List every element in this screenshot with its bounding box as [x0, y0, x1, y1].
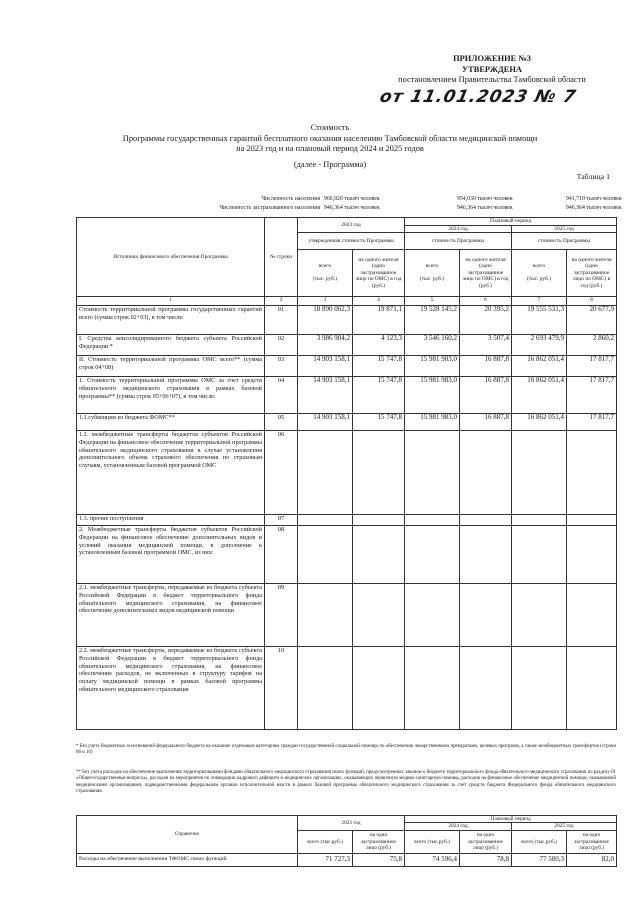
- row-value: 16 862 051,4: [512, 356, 567, 377]
- table-row: [77, 414, 617, 431]
- cost-table-body: [77, 306, 617, 730]
- row-name: 1.1.субвенции из бюджета ФОМС**: [77, 414, 265, 431]
- ref-value: 71 727,3: [298, 853, 353, 866]
- ref-header-plan: Плановый период: [405, 816, 617, 823]
- ref-header-2024: 2024 год: [405, 823, 512, 830]
- handwritten-date-number: от 11.01.2023 № 7: [377, 86, 579, 107]
- row-value: [567, 431, 617, 515]
- row-value: [512, 515, 567, 526]
- row-value: 14 903 158,1: [298, 356, 353, 377]
- row-name: 1.2. межбюджетные трансферты бюджетов субъектов Российской Федерации на финансовое обеспечение территориальной программы обязательного медицинского страхования в случае установления дополнительного объема страхового обеспечения по страховым случаям, установленным базовой программой ОМС: [77, 431, 265, 515]
- header-total-2025: всего (тыс. руб.): [512, 250, 567, 297]
- table-row: [77, 306, 617, 335]
- row-value: 15 981 983,0: [405, 414, 460, 431]
- row-value: 16 862 051,4: [512, 414, 567, 431]
- row-value: 16 887,8: [460, 356, 512, 377]
- row-value: [460, 647, 512, 730]
- row-value: 4 123,3: [353, 335, 405, 356]
- row-value: 3 986 904,2: [298, 335, 353, 356]
- row-value: [353, 526, 405, 584]
- ref-header-row-1: [77, 816, 617, 823]
- population-2024: 954,030 тысяч человек: [457, 196, 513, 202]
- footnote-2: ** Без учета расходов на обеспечение выполнения территориальными фондами обязательного медицинского страхования своих функций, предусмотренных законом о бюджете территориального фонда обязательного медицинского страхования по разделу 01 «Общегосударственные вопросы», расходов на мероприятия по ликвидации кадрового дефицита в медицинских организациях, оказывающих первичную медико-санитарную помощь, расходов на финансовое обеспечение медицинской помощи, оказываемой медицинскими организациями, подведомственными федеральным органам исполнительной власти в рамках базовой программы обязательного медицинского страхования за счет средств бюджета Федерального фонда обязательного медицинского страхования.: [76, 770, 616, 795]
- row-code: 02: [265, 335, 298, 356]
- header-source: Источники финансового обеспечения Программы: [77, 218, 265, 297]
- approved-label: УТВЕРЖДЕНА: [462, 64, 522, 74]
- ref-header-total-2024: всего (тыс.руб.): [405, 830, 460, 853]
- row-code: 08: [265, 526, 298, 584]
- ref-value: 75,8: [353, 853, 405, 866]
- ref-header-name: Справочно: [77, 816, 298, 854]
- ref-data-row: [77, 853, 617, 866]
- row-value: [298, 431, 353, 515]
- row-value: 15 747,8: [353, 356, 405, 377]
- row-value: [567, 647, 617, 730]
- approval-block: [372, 54, 612, 107]
- resolution-label: постановлением Правительства Тамбовской области: [398, 75, 586, 84]
- table-row: [77, 647, 617, 730]
- row-value: [460, 431, 512, 515]
- row-value: 14 903 158,1: [298, 377, 353, 414]
- ref-header-total-2023: всего (тыс.руб.): [298, 830, 353, 853]
- population-2025: 941,710 тысяч человек: [566, 196, 622, 202]
- title-line-2: Программы государственных гарантий бесплатного оказания населению Тамбовской области медицинской помощи: [122, 133, 538, 143]
- insured-2025: 946,364 тысяч человек: [566, 205, 622, 211]
- col-num: 2: [265, 297, 298, 306]
- row-value: 20 395,2: [460, 306, 512, 335]
- col-num: 8: [567, 297, 617, 306]
- row-value: [512, 526, 567, 584]
- row-value: 17 817,7: [567, 377, 617, 414]
- table-row: [77, 356, 617, 377]
- ref-row-name: Расходы на обеспечение выполнения ТФОМС своих функций: [77, 853, 298, 866]
- header-total-2024: всего (тыс. руб.): [405, 250, 460, 297]
- row-value: [405, 647, 460, 730]
- row-code: 01: [265, 306, 298, 335]
- population-label: Численность населения: [261, 196, 320, 202]
- ref-header-per-2024: на одно застрахованное лицо (руб.): [460, 830, 512, 853]
- row-value: [512, 431, 567, 515]
- row-value: 15 747,8: [353, 377, 405, 414]
- population-block: [110, 195, 622, 213]
- row-value: 2 693 479,9: [512, 335, 567, 356]
- ref-header-per-2025: на одно застрахованное лицо (руб.): [567, 830, 617, 853]
- row-code: 05: [265, 414, 298, 431]
- row-value: 15 747,8: [353, 414, 405, 431]
- appendix-label: ПРИЛОЖЕНИЕ №3: [453, 54, 531, 63]
- row-value: [353, 584, 405, 647]
- header-plan-period: Плановый период: [405, 218, 617, 226]
- row-value: [298, 526, 353, 584]
- ref-header-total-2025: всего (тыс.руб.): [512, 830, 567, 853]
- row-name: 1. Стоимость территориальной программы ОМС за счет средств обязательного медицинского страхования в рамках базовой программы** (сумма строк 05+06+07), в том числе:: [77, 377, 265, 414]
- row-value: [460, 526, 512, 584]
- row-name: II. Стоимость территориальной программы ОМС всего** (сумма строк 04+08): [77, 356, 265, 377]
- row-code: 03: [265, 356, 298, 377]
- table-label: Таблица 1: [576, 172, 610, 181]
- row-value: 14 903 158,1: [298, 414, 353, 431]
- insured-2023: 946,364 тысяч человек: [324, 205, 380, 211]
- row-value: 3 507,4: [460, 335, 512, 356]
- document-title: [70, 123, 590, 170]
- row-value: [405, 515, 460, 526]
- ref-value: 77 580,3: [512, 853, 567, 866]
- row-value: 15 981 983,0: [405, 356, 460, 377]
- row-value: [405, 431, 460, 515]
- col-num: 7: [512, 297, 567, 306]
- row-value: [512, 584, 567, 647]
- row-value: 19 871,1: [353, 306, 405, 335]
- col-num: 4: [353, 297, 405, 306]
- row-code: 06: [265, 431, 298, 515]
- row-value: [567, 526, 617, 584]
- ref-header-2025: 2025 год: [512, 823, 617, 830]
- header-cost-2024: стоимость Программы: [405, 233, 512, 250]
- header-total-2023: всего (тыс. руб.): [298, 250, 353, 297]
- col-num: 3: [298, 297, 353, 306]
- row-value: 2 860,2: [567, 335, 617, 356]
- row-value: [460, 515, 512, 526]
- table-row: [77, 335, 617, 356]
- row-value: [298, 515, 353, 526]
- row-value: [298, 647, 353, 730]
- row-name: I. Средства консолидированного бюджета субъекта Российской Федерации *: [77, 335, 265, 356]
- ref-value: 74 596,4: [405, 853, 460, 866]
- row-value: 16 887,8: [460, 414, 512, 431]
- row-value: 16 862 051,4: [512, 377, 567, 414]
- row-name: 2.2. межбюджетные трансферты, передаваемые из бюджета субъекта Российской Федерации в бюджет территориального фонда обязательного медицинского страхования, на финансовое обеспечение расходов, не включенных в структуру тарифов на оплату медицинской помощи в рамках базовой программы обязательного медицинского страхования: [77, 647, 265, 730]
- insured-population-label: Численность застрахованного населения: [219, 205, 320, 211]
- row-name: 2.1. межбюджетные трансферты, передаваемые из бюджета субъекта Российской Федерации в бюджет территориального фонда обязательного медицинского страхования, на финансовое обеспечение дополнительных видов медицинской помощи: [77, 584, 265, 647]
- row-name: 1.3. прочие поступления: [77, 515, 265, 526]
- header-per-capita-2023: на одного жителя (одно застрахованное лицо по ОМС) в год (руб.): [353, 250, 405, 297]
- header-row-1: [77, 218, 617, 226]
- row-value: 18 890 062,3: [298, 306, 353, 335]
- ref-value: 78,8: [460, 853, 512, 866]
- col-num: 6: [460, 297, 512, 306]
- ref-value: 82,0: [567, 853, 617, 866]
- row-code: 10: [265, 647, 298, 730]
- header-2024: 2024 год: [405, 225, 512, 233]
- table-row: [77, 584, 617, 647]
- row-value: 20 677,9: [567, 306, 617, 335]
- row-value: [512, 647, 567, 730]
- row-code: 09: [265, 584, 298, 647]
- row-value: [353, 431, 405, 515]
- row-value: [460, 584, 512, 647]
- table-row: [77, 526, 617, 584]
- reference-table: [76, 815, 617, 867]
- row-value: 15 981 983,0: [405, 377, 460, 414]
- header-approved-cost: утвержденная стоимость Программы: [298, 233, 405, 250]
- col-num: 1: [77, 297, 265, 306]
- col-num: 5: [405, 297, 460, 306]
- ref-header-per-2023: на одно застрахованное лицо (руб.): [353, 830, 405, 853]
- header-per-capita-2025: на одного жителя (одно застрахованное лицо по ОМС) в год (руб.): [567, 250, 617, 297]
- table-row: [77, 431, 617, 515]
- header-per-capita-2024: на одного жителя (одно застрахованное лицо по ОМС) в год (руб.): [460, 250, 512, 297]
- row-code: 07: [265, 515, 298, 526]
- row-value: 19 555 531,3: [512, 306, 567, 335]
- row-value: 16 887,8: [460, 377, 512, 414]
- header-row-code: № строки: [265, 218, 298, 297]
- insured-2024: 946,364 тысяч человек: [457, 205, 513, 211]
- row-name: 2. Межбюджетные трансферты бюджетов субъектов Российской Федерации на финансовое обеспечение дополнительных видов и условий оказания медицинской помощи, в дополнение к установленным базовой программой ОМС, из них:: [77, 526, 265, 584]
- row-value: [353, 515, 405, 526]
- title-line-3: на 2023 год и на плановый период 2024 и 2025 годов: [236, 144, 424, 153]
- row-value: [298, 584, 353, 647]
- ref-header-2023: 2023 год: [298, 816, 405, 831]
- title-line-4: (далее - Программа): [293, 159, 367, 169]
- row-value: 19 528 145,2: [405, 306, 460, 335]
- header-2025: 2025 год: [512, 225, 617, 233]
- row-value: [405, 526, 460, 584]
- table-row: [77, 377, 617, 414]
- footnote-1: * Без учета бюджетных ассигнований федерального бюджета на оказание отдельным категориям граждан государственной социальной помощи по обеспечению лекарственными препаратами, целевых программ, а также межбюджетных трансфертов (строки 06 и 10): [76, 744, 616, 756]
- population-row: [110, 195, 622, 204]
- title-line-1: Стоимость: [310, 123, 350, 132]
- header-2023: 2023 год: [298, 218, 405, 233]
- row-value: [353, 647, 405, 730]
- row-value: 17 817,7: [567, 356, 617, 377]
- row-value: [567, 584, 617, 647]
- row-value: [567, 515, 617, 526]
- row-name: Стоимость территориальной программы государственных гарантий всего (сумма строк 02+03), в том числе:: [77, 306, 265, 335]
- row-code: 04: [265, 377, 298, 414]
- row-value: 3 546 160,2: [405, 335, 460, 356]
- cost-table: [76, 217, 617, 730]
- table-row: [77, 515, 617, 526]
- population-2023: 966,920 тысяч человек: [324, 196, 380, 202]
- row-value: 17 817,7: [567, 414, 617, 431]
- insured-population-row: [110, 204, 622, 213]
- header-cost-2025: стоимость Программы: [512, 233, 617, 250]
- row-value: [405, 584, 460, 647]
